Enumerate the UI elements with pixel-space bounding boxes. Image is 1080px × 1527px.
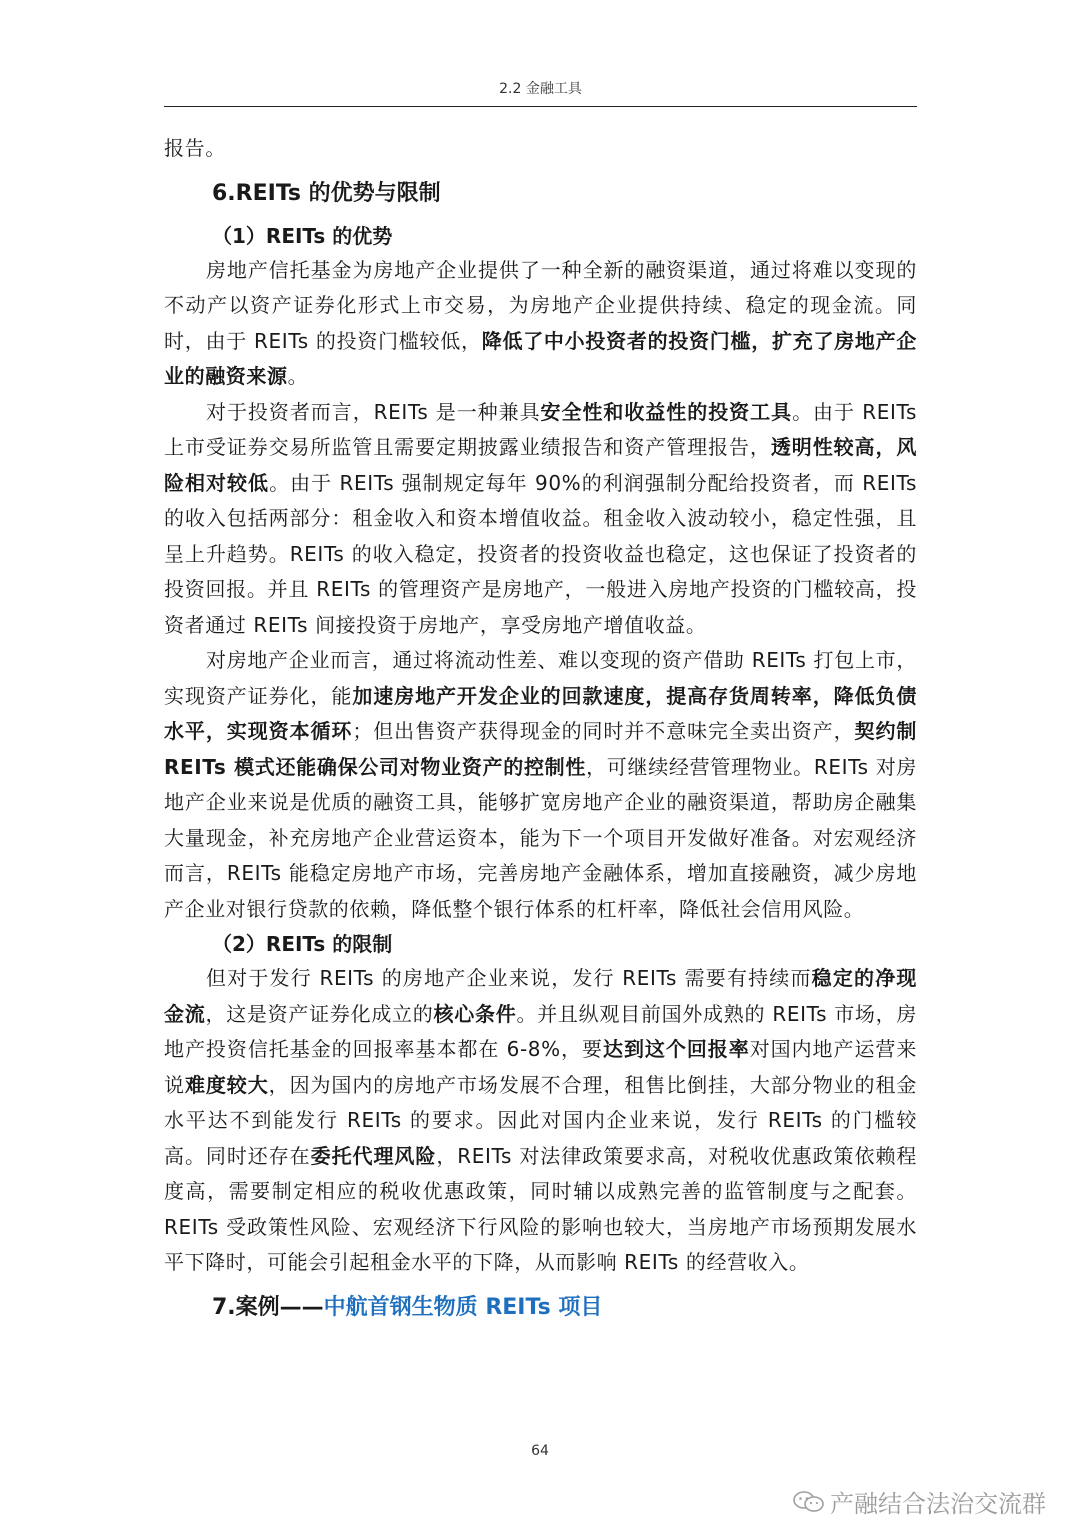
limitations-paragraph-1: 但对于发行 REITs 的房地产企业来说，发行 REITs 需要有持续而稳定的净现金流，这是资产证券化成立的核心条件。并且纵观目前国外成熟的 REITs 市场，房地产投资信托基金的回报率基本都在 6-8%，要达到这个回报率对国内地产运营来说难度较大，因为国内的房地产市场发展不合理，租售比倒挂，大部分物业的租金水平达不到能发行 REITs 的要求。因此对国内企业来说，发行 REITs 的门槛较高。同时还存在委托代理风险，REITs 对法律政策要求高，对税收优惠政策依赖程度高，需要制定相应的税收优惠政策，同时辅以成熟完善的监管制度与之配套。REITs 受政策性风险、宏观经济下行风险的影响也较大，当房地产市场预期发展水平下降时，可能会引起租金水平的下降，从而影响 REITs 的经营收入。 (164, 966, 917, 1274)
page-number: 64 (531, 1443, 549, 1459)
running-header (164, 78, 917, 107)
page-body (164, 131, 917, 1323)
lead-text: 报告。 (164, 136, 226, 160)
section-6-heading: 6.REITs 的优势与限制 (212, 180, 441, 206)
watermark-text: 产融结合法治交流群 (830, 1490, 1046, 1518)
section-7-prefix: 7.案例—— (212, 1294, 324, 1320)
section-7-heading (212, 1293, 917, 1323)
advantages-heading: （1）REITs 的优势 (212, 223, 393, 248)
advantages-paragraph-1: 房地产信托基金为房地产企业提供了一种全新的融资渠道，通过将难以变现的不动产以资产证券化形式上市交易，为房地产企业提供持续、稳定的现金流。同时，由于 REITs 的投资门槛较低，降低了中小投资者的投资门槛，扩充了房地产企业的融资来源。 (164, 257, 917, 388)
header-title: 2.2 金融工具 (499, 81, 582, 97)
advantages-paragraph-2: 对于投资者而言，REITs 是一种兼具安全性和收益性的投资工具。由于 REITs 上市受证券交易所监管且需要定期披露业绩报告和资产管理报告，透明性较高，风险相对较低。由于 REITs 强制规定每年 90%的利润强制分配给投资者，而 REITs 的收入包括两部分：租金收入和资本增值收益。租金收入波动较小，稳定性强，且呈上升趋势。REITs 的收入稳定，投资者的投资收益也稳定，这也保证了投资者的投资回报。并且 REITs 的管理资产是房地产，一般进入房地产投资的门槛较高，投资者通过 REITs 间接投资于房地产，享受房地产增值收益。 (164, 399, 918, 637)
limitations-heading: （2）REITs 的限制 (212, 932, 393, 956)
watermark (792, 1484, 1046, 1519)
advantages-paragraph-3: 对房地产企业而言，通过将流动性差、难以变现的资产借助 REITs 打包上市，实现资产证券化，能加速房地产开发企业的回款速度，提高存货周转率，降低负债水平，实现资本循环；但出售资产获得现金的同时并不意味完全卖出资产，契约制 REITs 模式还能确保公司对物业资产的控制性，可继续经营管理物业。REITs 对房地产企业来说是优质的融资工具，能够扩宽房地产企业的融资渠道，帮助房企融集大量现金，补充房地产企业营运资本，能为下一个项目开发做好准备。对宏观经济而言，REITs 能稳定房地产市场，完善房地产金融体系，增加直接融资，减少房地产企业对银行贷款的依赖，降低整个银行体系的杠杆率，降低社会信用风险。 (164, 648, 918, 921)
wechat-icon (792, 1490, 826, 1514)
case-link[interactable]: 中航首钢生物质 REITs 项目 (323, 1294, 603, 1320)
